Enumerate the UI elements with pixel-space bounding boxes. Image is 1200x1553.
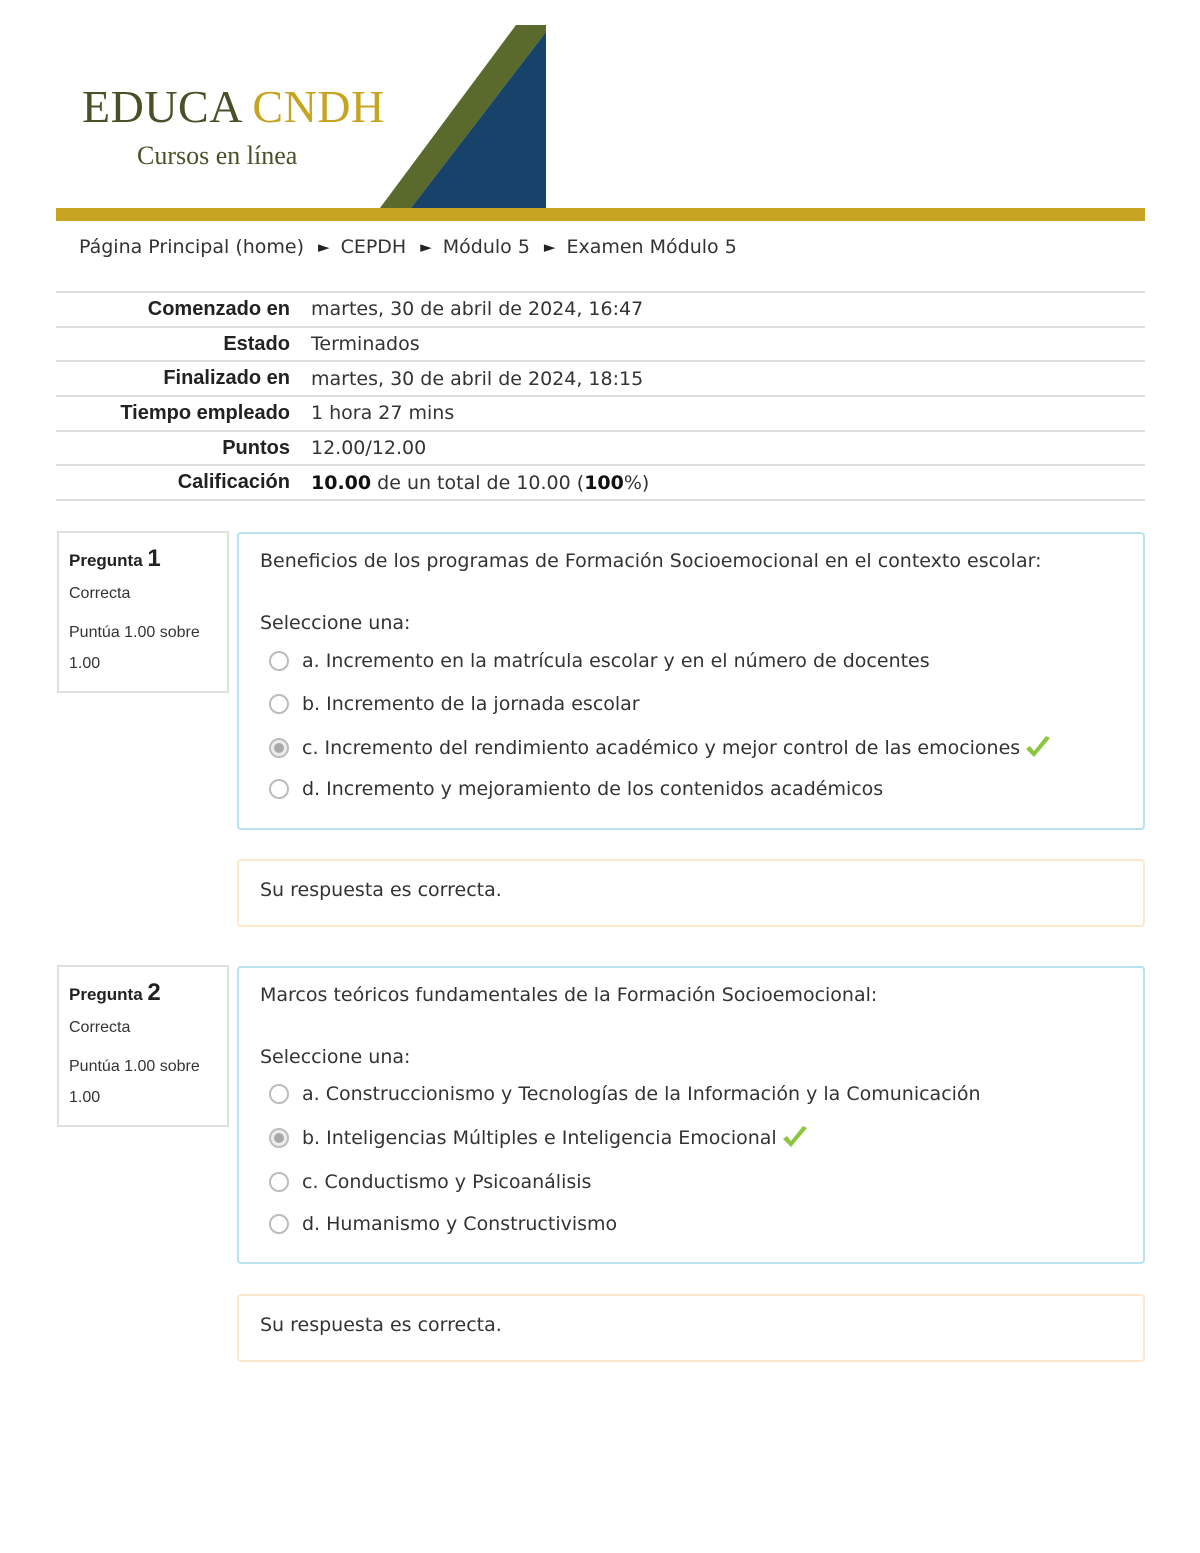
summary-label: Puntos: [222, 436, 290, 459]
breadcrumb-separator-icon: ►: [420, 238, 432, 256]
feedback-text: Su respuesta es correcta.: [260, 879, 502, 901]
question-info-2: [57, 965, 229, 1127]
answer-option-c[interactable]: [269, 1171, 591, 1193]
breadcrumb-exam-link[interactable]: Examen Módulo 5: [566, 236, 737, 258]
feedback-box-2: [237, 1294, 1145, 1362]
breadcrumb-module-link[interactable]: Módulo 5: [442, 236, 530, 258]
radio-button[interactable]: [269, 694, 289, 714]
radio-button[interactable]: [269, 779, 289, 799]
question-number-value: 1: [147, 545, 161, 572]
breadcrumb: [79, 236, 737, 258]
answer-option-label: a. Incremento en la matrícula escolar y en el número de docentes: [302, 650, 930, 672]
answer-option-c[interactable]: [269, 735, 1052, 761]
summary-grade-value: [300, 465, 1145, 500]
summary-row-finished: [56, 361, 1145, 396]
question-prompt: Seleccione una:: [260, 1046, 411, 1068]
question-grade: Puntúa 1.00 sobre 1.00: [69, 624, 200, 672]
attempt-summary-table: [56, 291, 1145, 501]
summary-value: martes, 30 de abril de 2024, 18:15: [311, 367, 644, 390]
grade-end: %): [623, 471, 650, 494]
question-label: Pregunta: [69, 551, 143, 570]
answer-option-label: a. Construccionismo y Tecnologías de la Información y la Comunicación: [302, 1083, 981, 1105]
answer-option-label: b. Incremento de la jornada escolar: [302, 693, 640, 715]
answer-option-label: c. Incremento del rendimiento académico y mejor control de las emociones: [302, 737, 1021, 759]
question-label: Pregunta: [69, 985, 143, 1004]
summary-value: Terminados: [311, 333, 420, 356]
feedback-text: Su respuesta es correcta.: [260, 1314, 502, 1336]
answer-option-label: c. Conductismo y Psicoanálisis: [302, 1171, 592, 1193]
radio-button[interactable]: [269, 651, 289, 671]
logo-subtitle: Cursos en línea: [137, 141, 298, 170]
radio-button[interactable]: [269, 1214, 289, 1234]
question-number: [69, 979, 217, 1007]
question-content-1: [237, 532, 1145, 830]
answer-option-a[interactable]: [269, 650, 930, 672]
grade-percent: 100: [584, 471, 624, 494]
feedback-box-1: [237, 859, 1145, 927]
summary-value: martes, 30 de abril de 2024, 16:47: [311, 298, 644, 321]
radio-button[interactable]: [269, 1172, 289, 1192]
summary-value: 1 hora 27 mins: [311, 402, 455, 425]
summary-row-started: [56, 292, 1145, 327]
breadcrumb-home-link[interactable]: Página Principal (home): [79, 236, 305, 258]
summary-label: Estado: [223, 332, 290, 355]
grade-score: 10.00: [311, 471, 372, 494]
breadcrumb-course-link[interactable]: CEPDH: [340, 236, 407, 258]
question-text: Beneficios de los programas de Formación Socioemocional en el contexto escolar:: [260, 550, 1042, 572]
summary-value: 12.00/12.00: [311, 437, 427, 460]
logo-title[interactable]: [82, 80, 385, 133]
logo-title-part1: EDUCA: [82, 81, 241, 132]
question-grade: Puntúa 1.00 sobre 1.00: [69, 1058, 200, 1106]
radio-button[interactable]: [269, 1084, 289, 1104]
question-info-1: [57, 531, 229, 693]
question-state: Correcta: [69, 585, 131, 602]
site-header: [56, 24, 1145, 222]
breadcrumb-separator-icon: ►: [543, 238, 556, 256]
summary-row-points: [56, 431, 1145, 466]
summary-row-state: [56, 327, 1145, 362]
question-text: Marcos teóricos fundamentales de la Formación Socioemocional:: [260, 984, 878, 1006]
question-prompt: Seleccione una:: [260, 612, 411, 634]
question-number-value: 2: [147, 979, 161, 1006]
question-number: [69, 545, 217, 573]
summary-label: Comenzado en: [147, 297, 290, 320]
question-state: Correcta: [69, 1019, 131, 1036]
radio-button-selected[interactable]: [269, 738, 289, 758]
answer-option-label: b. Inteligencias Múltiples e Inteligencia Emocional: [302, 1127, 777, 1149]
summary-row-time-taken: [56, 396, 1145, 431]
answer-option-a[interactable]: [269, 1083, 981, 1105]
answer-option-label: d. Humanismo y Constructivismo: [302, 1213, 618, 1235]
summary-label: Finalizado en: [163, 367, 290, 390]
correct-check-icon: [1024, 735, 1052, 761]
summary-row-grade: [56, 465, 1145, 500]
question-content-2: [237, 966, 1145, 1264]
summary-label: Tiempo empleado: [120, 401, 290, 424]
answer-option-d[interactable]: [269, 1213, 617, 1235]
radio-button-selected[interactable]: [269, 1128, 289, 1148]
logo-title-part2: CNDH: [252, 81, 385, 132]
header-divider-bar: [56, 208, 1145, 221]
summary-label: Calificación: [177, 471, 290, 494]
answer-option-d[interactable]: [269, 778, 883, 800]
answer-option-b[interactable]: [269, 693, 640, 715]
breadcrumb-separator-icon: ►: [318, 238, 330, 256]
answer-option-b[interactable]: [269, 1125, 809, 1151]
answer-option-label: d. Incremento y mejoramiento de los contenidos académicos: [302, 778, 884, 800]
logo-navy-panel: [411, 32, 546, 208]
grade-middle: de un total de 10.00 (: [371, 471, 585, 494]
correct-check-icon: [781, 1125, 809, 1151]
